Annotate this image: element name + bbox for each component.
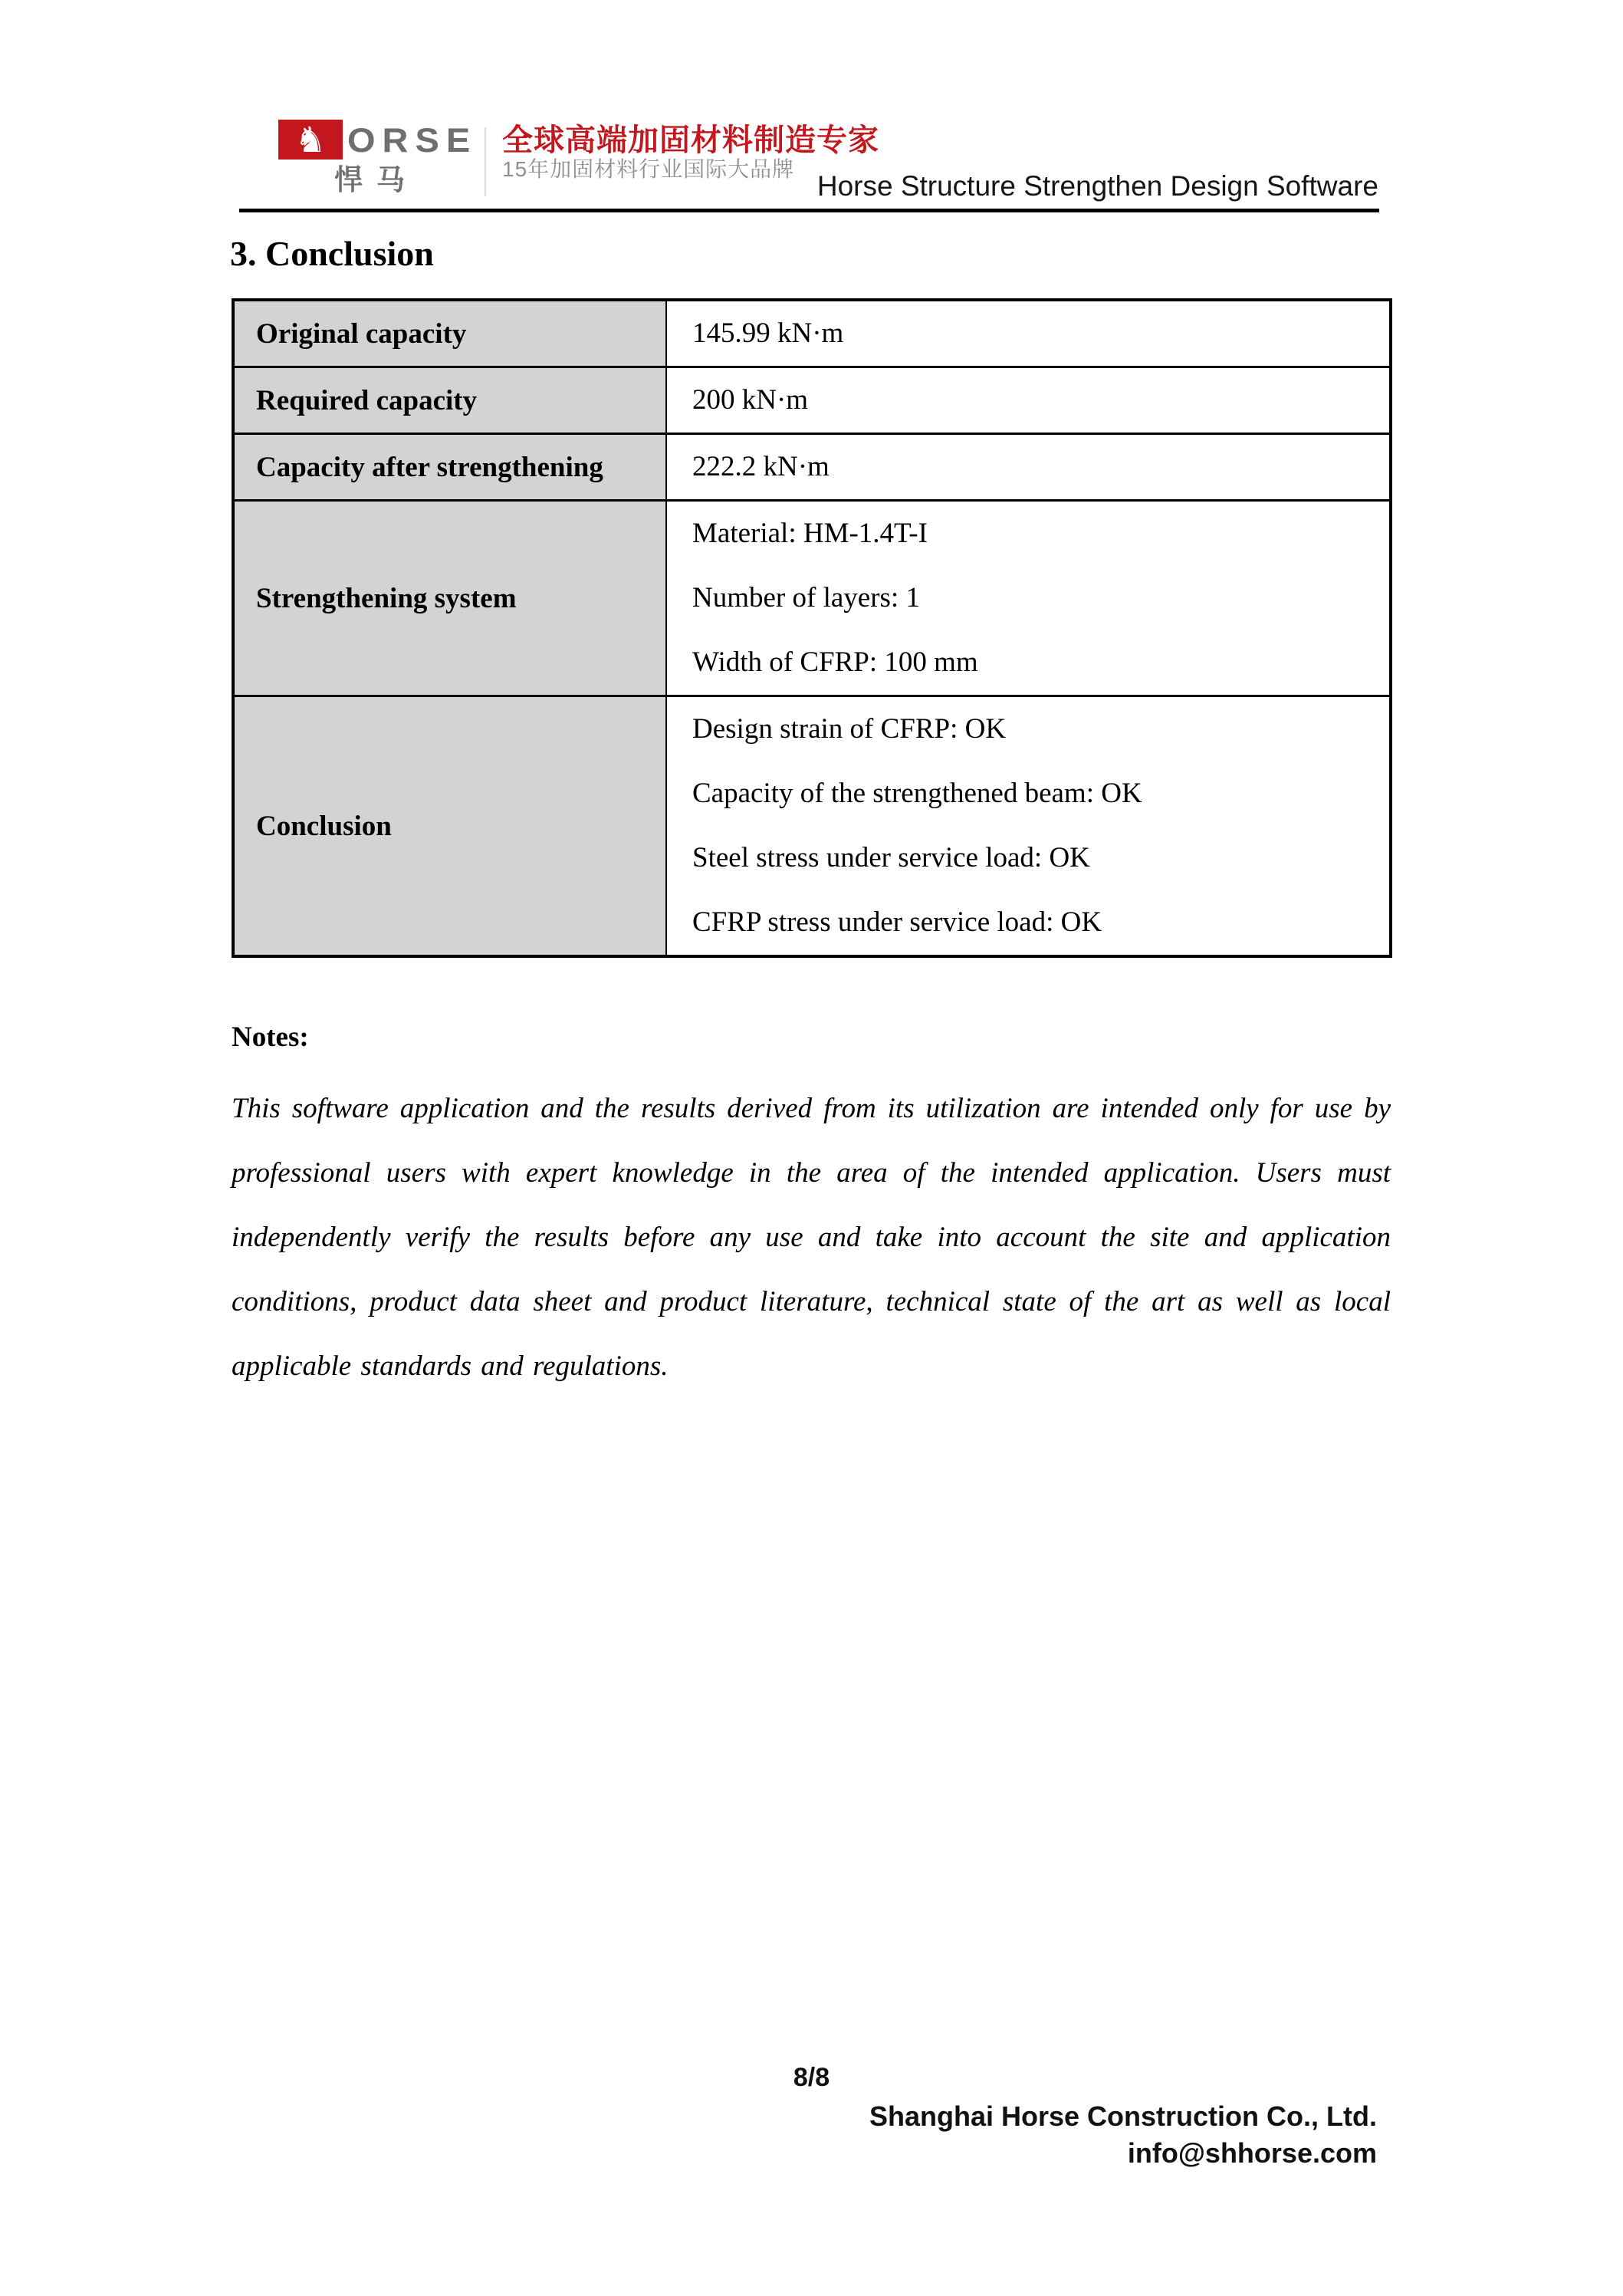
table-row [233, 300, 1391, 367]
cell-line: Design strain of CFRP: OK [692, 713, 1007, 745]
table-row [233, 501, 1391, 696]
row-label [233, 696, 666, 957]
cell-line: Material: HM-1.4T-I [692, 518, 928, 549]
row-value [666, 300, 1391, 367]
section-heading: 3. Conclusion [230, 234, 434, 273]
footer-email: info@shhorse.com [1127, 2137, 1377, 2169]
page-number: 8/8 [793, 2063, 830, 2092]
row-label [233, 501, 666, 696]
cell-line: 222.2 kN·m [692, 451, 830, 482]
row-label-text: Required capacity [256, 384, 478, 416]
cell-line: 200 kN·m [692, 384, 809, 416]
row-value [666, 696, 1391, 957]
row-label-text: Strengthening system [256, 582, 517, 614]
table-row [233, 367, 1391, 434]
notes-heading: Notes: [232, 1021, 309, 1053]
row-label-text: Capacity after strengthening [256, 451, 603, 483]
cell-line: Steel stress under service load: OK [692, 842, 1090, 873]
logo-letters: ORSE [347, 120, 478, 160]
cell-line: Capacity of the strengthened beam: OK [692, 778, 1142, 809]
header-rule [239, 209, 1379, 212]
row-label [233, 300, 666, 367]
cell-line: Width of CFRP: 100 mm [692, 646, 978, 678]
footer-company: Shanghai Horse Construction Co., Ltd. [869, 2100, 1377, 2132]
row-label-text: Original capacity [256, 317, 467, 350]
row-label-text: Conclusion [256, 810, 392, 842]
row-value [666, 367, 1391, 434]
header-vertical-divider [485, 127, 486, 196]
notes-body: This software application and the results derived from its utilization are intended only for use by professional users with expert knowledge in the area of the intended application. Users must independently verify the results before any use and take into account the site and application conditions, product data sheet and product literature, technical state of the art as well as local applicable standards and regulations. [232, 1093, 1391, 1382]
footer-contact [869, 2098, 1377, 2172]
table-row [233, 434, 1391, 501]
cell-line: 145.99 kN·m [692, 317, 844, 349]
tagline-gray: 15年加固材料行业国际大品牌 [502, 157, 795, 181]
conclusion-table [232, 298, 1392, 958]
logo-chinese-name: 悍马 [334, 164, 419, 196]
knight-glyph: ♞ [294, 119, 327, 160]
horse-head-icon [278, 120, 343, 160]
row-value [666, 434, 1391, 501]
tagline-red: 全球高端加固材料制造专家 [502, 123, 879, 157]
row-label [233, 434, 666, 501]
document-title: Horse Structure Strengthen Design Software [816, 170, 1378, 202]
logo-wordmark [278, 119, 478, 160]
row-value [666, 501, 1391, 696]
company-logo [278, 119, 478, 196]
row-label [233, 367, 666, 434]
table-row [233, 696, 1391, 957]
cell-line: CFRP stress under service load: OK [692, 906, 1102, 938]
cell-line: Number of layers: 1 [692, 582, 920, 613]
notes-section [232, 1020, 1391, 1399]
